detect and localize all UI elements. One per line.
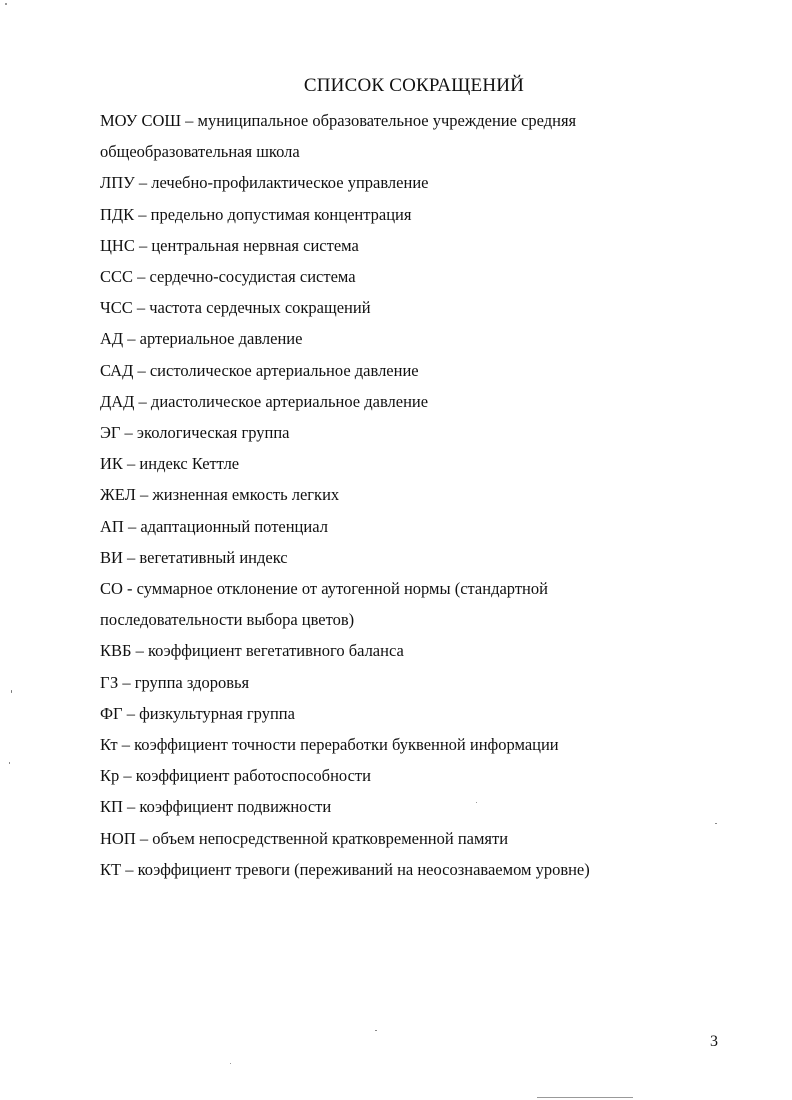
list-item: КТ – коэффициент тревоги (переживаний на неосознаваемом уровне): [100, 859, 590, 879]
page-number: 3: [710, 1033, 718, 1050]
abbreviation-list: [100, 105, 700, 885]
list-item: ЛПУ – лечебно-профилактическое управление: [100, 173, 429, 193]
list-item: НОП – объем непосредственной кратковременной памяти: [100, 828, 509, 848]
list-item: САД – систолическое артериальное давление: [100, 360, 419, 380]
list-item: МОУ СОШ – муниципальное образовательное учреждение средняя: [100, 111, 577, 130]
list-item: последовательности выбора цветов): [100, 610, 355, 630]
scan-speck: [476, 802, 477, 803]
list-item: Кт – коэффициент точности переработки буквенной информации: [100, 735, 559, 755]
scan-speck: [5, 3, 7, 5]
scan-speck: [715, 823, 717, 824]
list-item: Кр – коэффициент работоспособности: [100, 766, 371, 786]
scan-speck: [375, 1030, 377, 1031]
list-item: СО - суммарное отклонение от аутогенной нормы (стандартной: [100, 579, 548, 599]
list-item: ЦНС – центральная нервная система: [100, 235, 359, 255]
list-item: КП – коэффициент подвижности: [100, 797, 332, 817]
list-item: ДАД – диастолическое артериальное давление: [100, 391, 429, 411]
list-item: ИК – индекс Кеттле: [100, 454, 240, 474]
scan-speck: [11, 690, 12, 693]
page-title: СПИСОК СОКРАЩЕНИЙ: [303, 75, 525, 96]
scan-speck: [9, 762, 10, 764]
list-item: ЭГ – экологическая группа: [100, 423, 290, 443]
list-item: общеобразовательная школа: [100, 142, 300, 162]
scan-speck: [230, 1063, 231, 1064]
list-item: АД – артериальное давление: [100, 329, 303, 349]
list-item: КВБ – коэффициент вегетативного баланса: [100, 641, 404, 661]
list-item: ССС – сердечно-сосудистая система: [100, 267, 356, 287]
scan-line: [537, 1097, 633, 1098]
list-item: ЖЕЛ – жизненная емкость легких: [100, 485, 340, 505]
list-item: ФГ – физкультурная группа: [100, 703, 295, 723]
list-item: АП – адаптационный потенциал: [100, 516, 328, 536]
list-item: ПДК – предельно допустимая концентрация: [100, 204, 412, 224]
list-item: ГЗ – группа здоровья: [100, 672, 250, 692]
list-item: ЧСС – частота сердечных сокращений: [100, 298, 371, 318]
list-item: ВИ – вегетативный индекс: [100, 547, 288, 567]
